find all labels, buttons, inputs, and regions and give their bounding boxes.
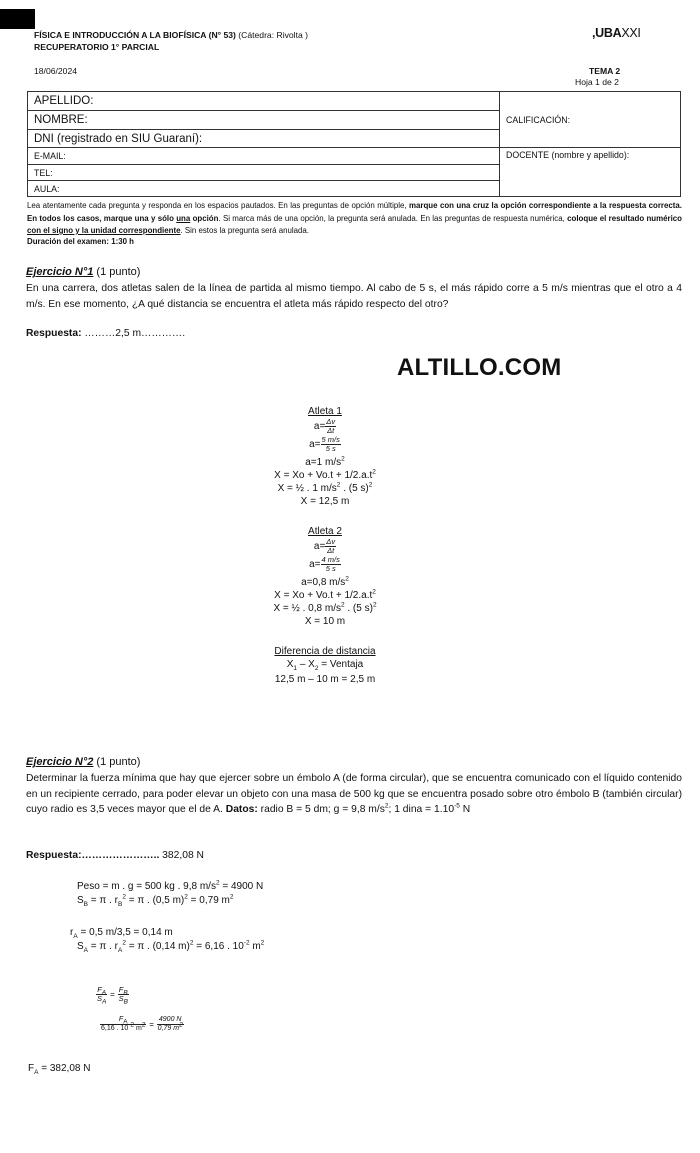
student-info-form (27, 91, 681, 197)
aula-field[interactable]: AULA: (28, 181, 500, 197)
watermark: ALTILLO.COM (397, 354, 562, 381)
ej2-answer: Respuesta:………………….. 382,08 N (26, 850, 204, 861)
nombre-field[interactable]: NOMBRE: (28, 111, 500, 130)
tema-label: TEMA 2 (589, 66, 621, 76)
uba-logo: ,UBAXXI (592, 26, 641, 40)
final-result: $F_A = 382,08$ N (28, 1063, 91, 1076)
sb-line: $S_B = \pi$ . $r_B^2 = \pi$ . (0,5 m)$^2$ = 0,79 $m^2$ (77, 893, 234, 908)
ej2-heading: Ejercicio N°2 (1 punto) (26, 756, 141, 768)
ej1-heading: Ejercicio N°1 (1 punto) (26, 266, 141, 278)
peso-line: Peso = m . g = 500 kg . 9,8 $m/s^2 = 4900$ N (77, 879, 264, 892)
dni-field[interactable]: DNI (registrado en SIU Guaraní): (28, 130, 500, 148)
instructions: Lea atentamente cada pregunta y responda en los espacios pautados. En las preguntas de opción múltiple, marque con una cruz la opción correspondiente a la respuesta correcta. En todos los casos, marque una y sólo una opción. Si marca más de una opción, la pregunta será anulada. En las preguntas de respuesta numérica, coloque el resultado numérico con el signo y la unidad correspondiente. Sin estos la pregunta será anulada. (27, 201, 682, 235)
course-title: FÍSICA E INTRODUCCIÓN A LA BIOFÍSICA (N° 53) (Cátedra: Rivolta ) (34, 30, 309, 40)
ej1-solution: Atleta 1 a= $\frac{\Delta v}{\Delta t}$ a= $\frac{5 m/s}{5 s}$ a=1 $m/s^2$ $X = Xo + Vo.t + 1/2.a.t^2$ X = ½ . 1 $m/s^2$ . (5 s)$^2$ X = 12,5 m Atleta 2 a= $\frac{\Delta v}{\Delta t}$ a= $\frac{4 m/s}{5 s}$ a=0,8 $m/s^2$ $X = Xo + Vo.t + 1/2.a.t^2$ X = ½ . 0,8 $m/s^2$ . (5 s)$^2$ X = 10 m Diferencia de distancia $X_1 - X_2$ = Ventaja 12,5 m – 10 m = 2,5 m (273, 406, 377, 685)
page-counter: Hoja 1 de 2 (575, 77, 619, 87)
pascal-ratio: $\frac{F_A}{S_A}$ = $\frac{F_B}{S_B}$ (97, 985, 128, 1006)
ej1-statement: En una carrera, dos atletas salen de la línea de partida al mismo tiempo. Al cabo de 5 s, el más rápido corre a 5 m/s mientras que el otro a 4 m/s. En ese momento, ¿A qué distancia se encuentra el atleta más rápido respecto del otro? (26, 283, 682, 310)
calificacion-field[interactable]: CALIFICACIÓN: (500, 92, 681, 148)
ej1-answer: Respuesta: ………2,5 m…………. (26, 328, 186, 339)
redaction-block (0, 9, 35, 29)
apellido-field[interactable]: APELLIDO: (28, 92, 500, 111)
exam-name: RECUPERATORIO 1° PARCIAL (34, 42, 160, 52)
ra-line: $r_A = 0,5$ m/3,5 = 0,14 m (70, 927, 173, 940)
docente-field[interactable]: DOCENTE (nombre y apellido): (500, 148, 681, 197)
sa-line: $S_A = \pi$ . $r_A^2 = \pi$ . (0,14 m)$^2$ = 6,16 . $10^{-2}$ $m^2$ (77, 939, 265, 954)
pascal-substitution: $\frac{F_A}{6,16 . 10^{-2} m^2}$ = $\frac{4900 N}{0,79 m^2}$ (101, 1016, 183, 1032)
exam-duration: Duración del examen: 1:30 h (27, 237, 134, 246)
ej2-statement: Determinar la fuerza mínima que hay que ejercer sobre un émbolo A (de forma circular), que se encuentra comunicado con el líquido contenido en un recipiente cerrado, para poder elevar un objeto con una masa de 500 kg que se encuentra posado sobre otro émbolo B (también circular) cuyo radio es 3,5 veces mayor que el de A. Datos: radio B = 5 dm; g = 9,8 $m/s^2$; 1 dina = $1.10^{-5}$ N (26, 773, 682, 815)
tel-field[interactable]: TEL: (28, 165, 500, 181)
email-field[interactable]: E-MAIL: (28, 148, 500, 165)
exam-date: 18/06/2024 (34, 66, 78, 76)
